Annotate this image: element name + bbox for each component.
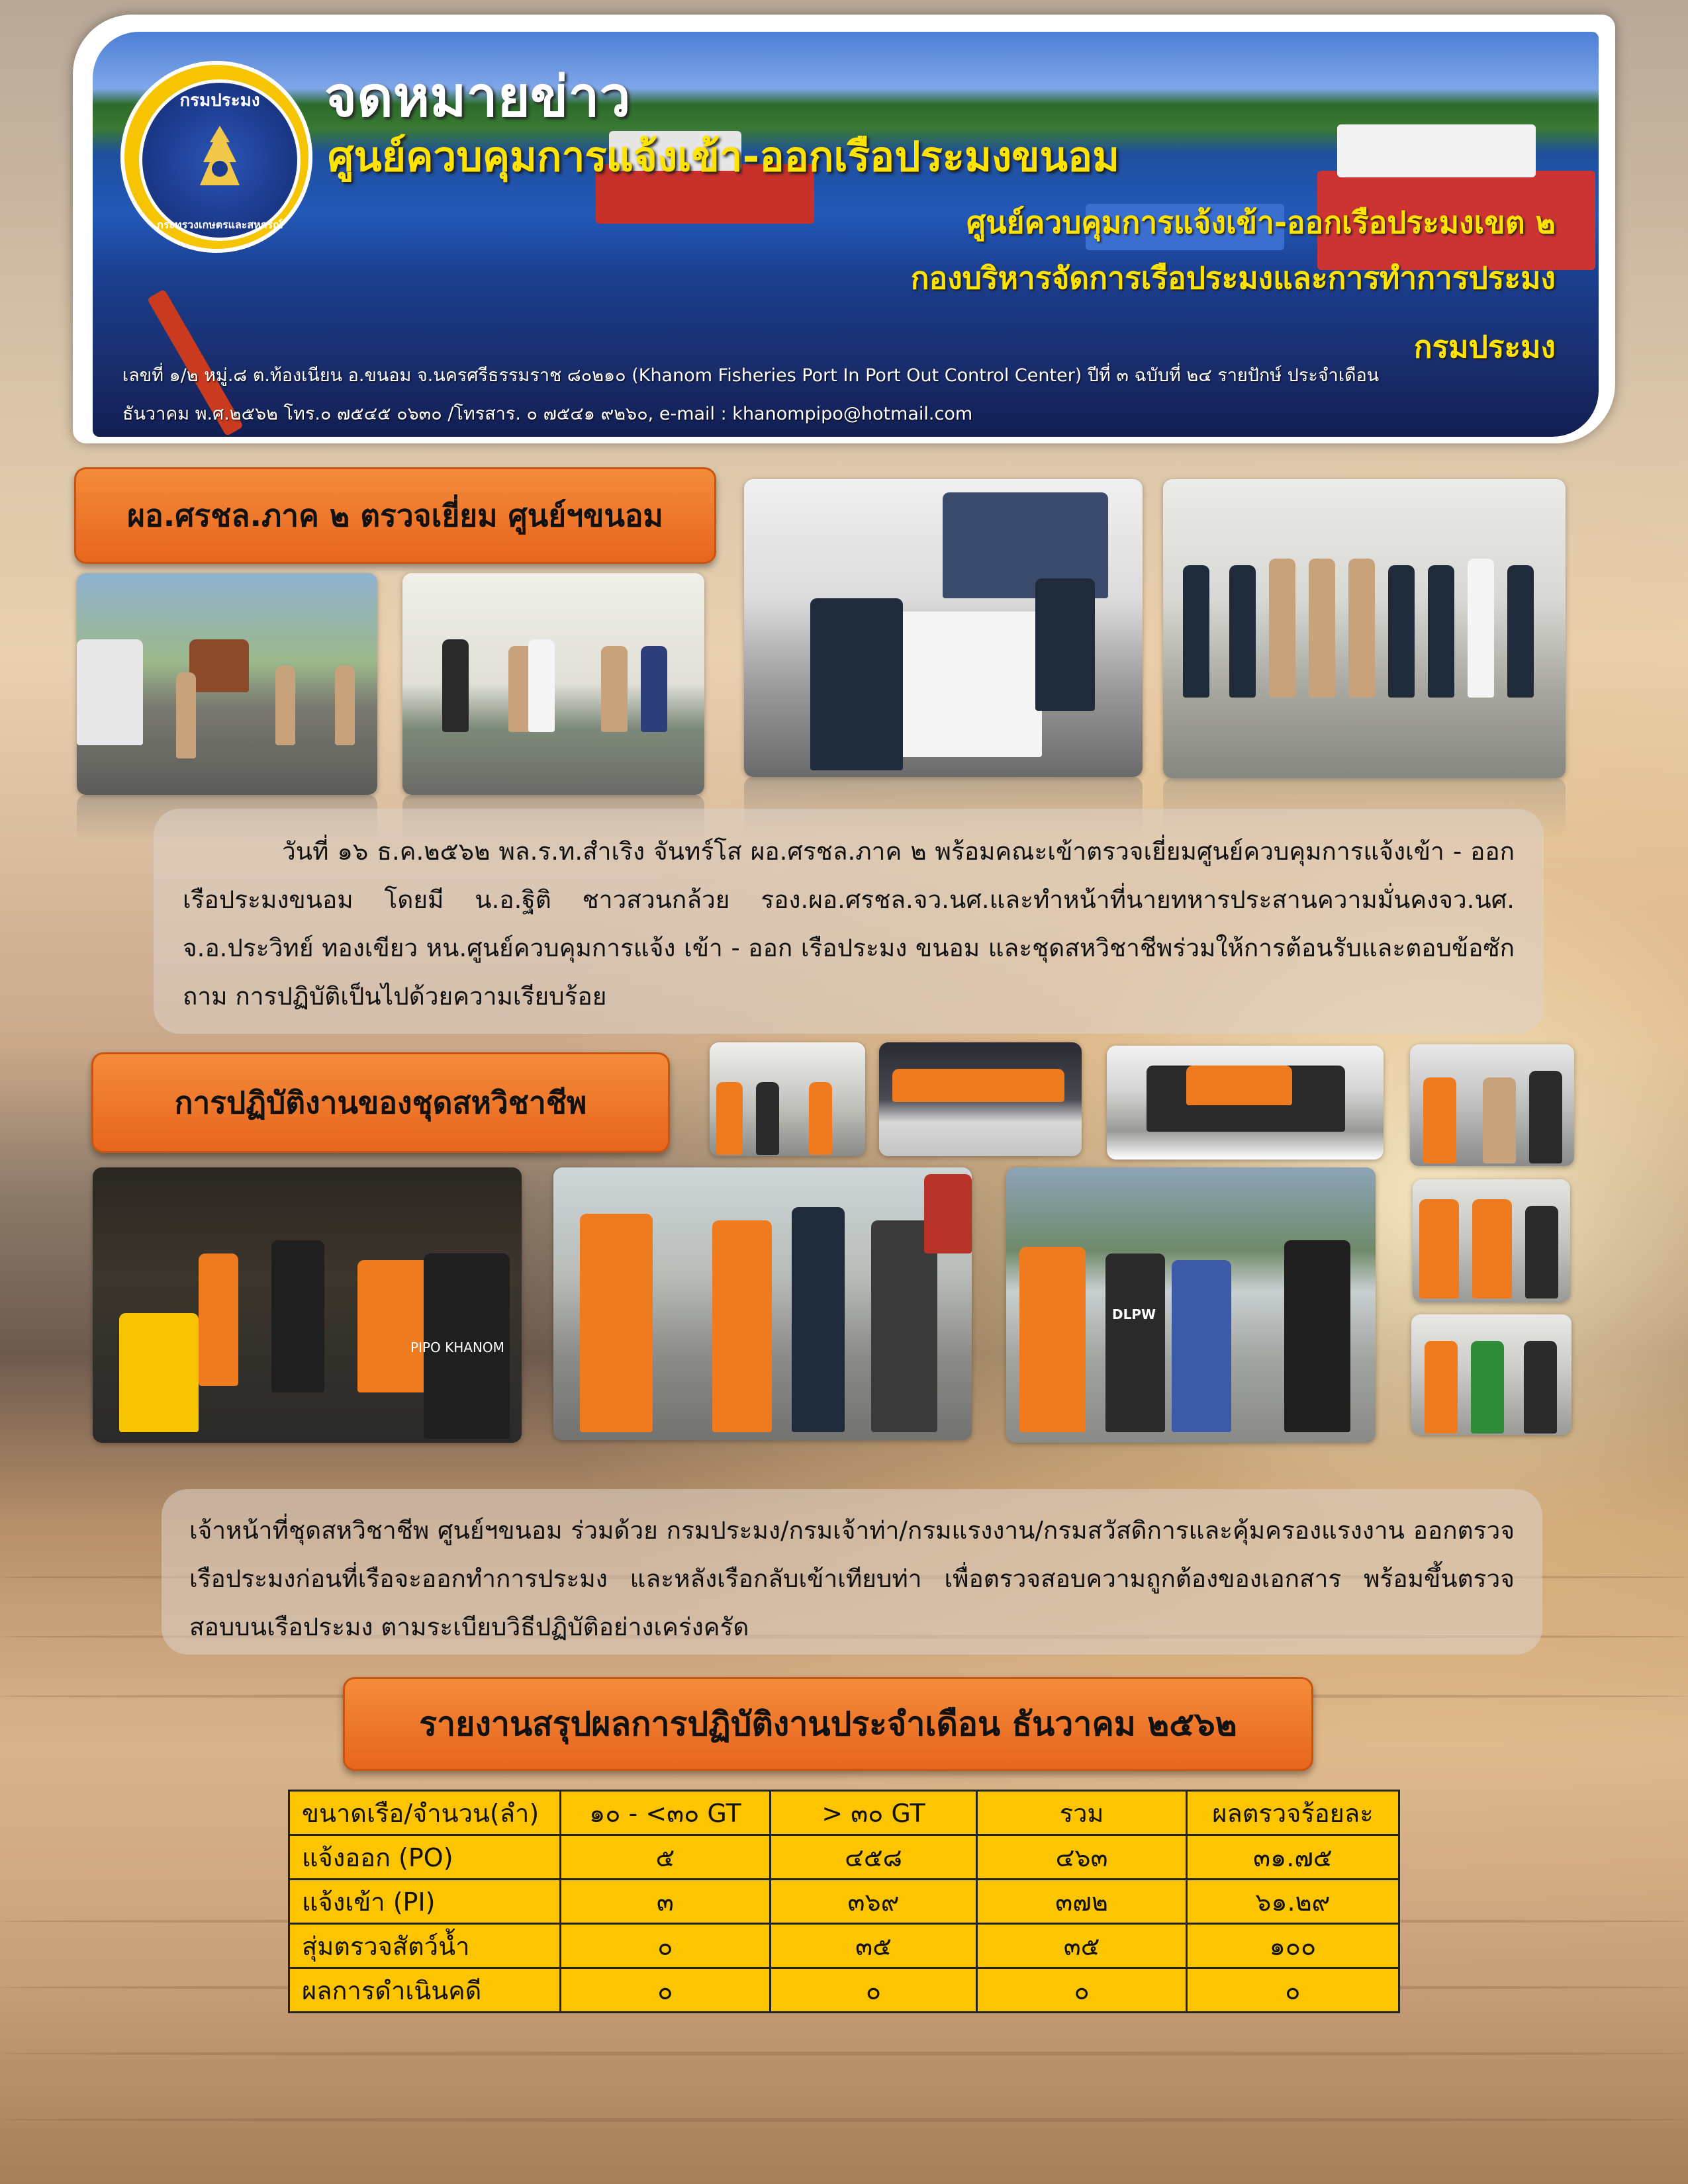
table-cell: ๓๖๙ (770, 1880, 977, 1924)
table-cell: ๓๗๒ (977, 1880, 1186, 1924)
emblem-icon (190, 122, 250, 195)
table-cell: สุ่มตรวจสัตว์น้ำ (289, 1924, 561, 1968)
report-table (288, 1790, 1400, 2013)
department-logo (120, 61, 312, 253)
photo-team-small-1 (710, 1042, 865, 1156)
section2-paragraph: เจ้าหน้าที่ชุดสหวิชาชีพ ศูนย์ฯขนอม ร่วมด้วย กรมประมง/กรมเจ้าท่า/กรมแรงงาน/กรมสวัสดิการและคุ้มครองแรงงาน ออกตรวจเรือประมงก่อนที่เรือจะออกทำการประมง และหลังเรือกลับเข้าเทียบท่า เพื่อตรวจสอบความถูกต้องของเอกสาร พร้อมขึ้นตรวจสอบบนเรือประมง ตามระเบียบวิธีปฏิบัติอย่างเคร่งครัด (189, 1516, 1515, 1641)
table-cell: ๔๖๓ (977, 1835, 1186, 1880)
table-cell: ๔๕๘ (770, 1835, 977, 1880)
photo-team-small-3 (1413, 1179, 1570, 1302)
org-line-2: กองบริหารจัดการเรือประมงและการทำการประมง (910, 260, 1556, 296)
photo-harbor-inspection (1006, 1167, 1376, 1443)
vest-text: DLPW (1112, 1306, 1156, 1322)
table-cell: ผลการดำเนินคดี (289, 1968, 561, 2013)
section1-paragraph: วันที่ ๑๖ ธ.ค.๒๕๖๒ พล.ร.ท.สำเริง จันทร์โส ผอ.ศรชล.ภาค ๒ พร้อมคณะเข้าตรวจเยี่ยมศูนย์ควบคุมการแจ้งเข้า - ออก เรือประมงขนอม โดยมี น.อ.ฐิติ ชาวสวนกล้วย รอง.ผอ.ศรชล.จว.นศ.และทำหน้าที่นายทหารประสานความมั่นคงจว.นศ. จ.อ.ประวิทย์ ทองเขียว หน.ศูนย์ควบคุมการแจ้ง เข้า - ออก เรือประมง ขนอม และชุดสหวิชาชีพร่วมให้การต้อนรับและตอบข้อซักถาม การปฏิบัติเป็นไปด้วยความเรียบร้อย (183, 837, 1515, 1011)
photo-team-lineup (1107, 1046, 1383, 1160)
section2-text-panel (162, 1489, 1542, 1655)
table-row (289, 1968, 1399, 2013)
photo-dock-lifejackets (553, 1167, 972, 1440)
table-header-row (289, 1791, 1399, 1835)
photo-group-photo (1163, 479, 1566, 778)
table-cell: ๐ (1186, 1968, 1399, 2013)
table-cell: ๐ (561, 1924, 771, 1968)
table-row (289, 1880, 1399, 1924)
photo-briefing-room (744, 479, 1143, 777)
table-row (289, 1835, 1399, 1880)
table-cell: ๓๕ (770, 1924, 977, 1968)
logo-text-top: กรมประมง (179, 91, 260, 111)
table-header-cell: ผลตรวจร้อยละ (1186, 1791, 1399, 1835)
logo-text-bottom: กระทรวงเกษตรและสหกรณ์ (157, 218, 283, 231)
table-cell: แจ้งออก (PO) (289, 1835, 561, 1880)
vest-text: PIPO KHANOM (410, 1340, 504, 1355)
table-header-cell: ๑๐ - <๓๐ GT (561, 1791, 771, 1835)
table-header-cell: รวม (977, 1791, 1186, 1835)
newsletter-title: จดหมายข่าว (324, 64, 631, 129)
table-cell: ๐ (561, 1968, 771, 2013)
table-cell: ๓ (561, 1880, 771, 1924)
section1-text-panel (154, 809, 1544, 1034)
report-label: รายงานสรุปผลการปฏิบัติงานประจำเดือน ธันวาคม ๒๕๖๒ (343, 1677, 1313, 1771)
photo-team-night-small (879, 1042, 1082, 1156)
address-line-1: เลขที่ ๑/๒ หมู่.๘ ต.ท้องเนียน อ.ขนอม จ.นครศรีธรรมราช ๘๐๒๑๐ (Khanom Fisheries Port In Port Out Control Center) ปีที่ ๓ ฉบับที่ ๒๔ รายปักษ์ ประจำเดือน (122, 365, 1380, 386)
photo-inspection-office-front (402, 573, 704, 795)
newsletter-subtitle: ศูนย์ควบคุมการแจ้งเข้า-ออกเรือประมงขนอม (328, 132, 1120, 181)
table-cell: ๓๕ (977, 1924, 1186, 1968)
photo-team-small-4 (1411, 1314, 1571, 1435)
photo-inspection-road (77, 573, 377, 795)
org-line-3: กรมประมง (1413, 329, 1556, 365)
section1-label: ผอ.ศรชล.ภาค ๒ ตรวจเยี่ยม ศูนย์ฯขนอม (74, 467, 716, 564)
section2-label: การปฏิบัติงานของชุดสหวิชาชีพ (91, 1052, 670, 1153)
org-line-1: ศูนย์ควบคุมการแจ้งเข้า-ออกเรือประมงเขต ๒ (966, 205, 1556, 240)
table-cell: ๖๑.๒๙ (1186, 1880, 1399, 1924)
table-header-cell: > ๓๐ GT (770, 1791, 977, 1835)
address-line-2: ธันวาคม พ.ศ.๒๕๖๒ โทร.๐ ๗๕๔๕ ๐๖๓๐ /โทรสาร. ๐ ๗๕๔๑ ๙๒๖๐, e-mail : khanompipo@hotmail.com (122, 404, 973, 424)
photo-night-inspection (93, 1167, 522, 1443)
table-cell: ๑๐๐ (1186, 1924, 1399, 1968)
table-cell: ๐ (977, 1968, 1186, 2013)
table-cell: ๓๑.๗๕ (1186, 1835, 1399, 1880)
table-cell: แจ้งเข้า (PI) (289, 1880, 561, 1924)
table-cell: ๐ (770, 1968, 977, 2013)
table-row (289, 1924, 1399, 1968)
table-header-cell: ขนาดเรือ/จำนวน(ลำ) (289, 1791, 561, 1835)
photo-team-small-2 (1410, 1044, 1574, 1166)
table-cell: ๕ (561, 1835, 771, 1880)
